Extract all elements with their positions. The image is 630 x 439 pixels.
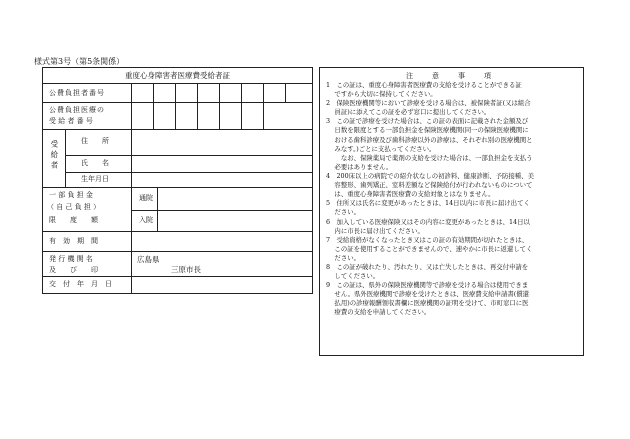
note-line: 療費の支給を申請してください。 xyxy=(326,308,431,317)
issuer-label-2: 及 び 印 xyxy=(49,266,98,274)
copay-label-2: （ 自 己 負 担 ） xyxy=(47,203,101,211)
note-item xyxy=(326,117,581,172)
note-item xyxy=(326,172,581,199)
note-line: 払用)の診療報酬領収書欄に医療機関の証明を受けて、市町窓口に医 xyxy=(326,299,529,308)
note-line: 3 この証で診療を受けた場合は、この証の表面に記載された金額及び xyxy=(326,117,529,126)
inpatient-label: 入院 xyxy=(139,216,153,224)
note-line: 容整形、歯列矯正、室料差額など保険給付が行われないものについて xyxy=(326,181,533,190)
payer-number-row xyxy=(43,84,312,103)
validity-row xyxy=(43,232,312,252)
note-line: 内に市長に届け出てください。 xyxy=(326,226,424,235)
note-line: 4 200床以上の病院での紹介状なしの初診料、健康診断、予防接種、美 xyxy=(326,172,534,180)
note-line: この証を使用することができませんので、速やかに市長に返還してく xyxy=(326,244,533,253)
note-line: 必要はありません。 xyxy=(326,162,393,171)
recipient-number-label-2: 受 給 者 番 号 xyxy=(49,117,93,125)
issue-date-row xyxy=(43,277,312,293)
birthdate-label: 生年月日 xyxy=(81,175,109,183)
note-line: 9 この証は、県外の保険医療機関等で診療を受ける場合は使用できま xyxy=(326,281,529,290)
outpatient-label: 通院 xyxy=(139,194,153,202)
note-line: 7 受給資格がなくなったとき又はこの証の有効期間が切れたときは、 xyxy=(326,235,529,244)
note-line: 6 加入している医療保険又はその内容に変更があったときは、14日以 xyxy=(326,217,530,226)
note-line: してください。 xyxy=(326,272,380,281)
note-line: ださい。 xyxy=(326,208,360,217)
note-line: は、重度心身障害者医療費の支給対象とはなりません。 xyxy=(326,190,495,199)
notes-title: 注 意 事 項 xyxy=(406,72,497,80)
issuer-row xyxy=(43,252,312,277)
issuer-prefecture: 広島県 xyxy=(137,255,160,264)
issuer-mayor: 三原市長 xyxy=(171,265,201,274)
note-line: 1 この証は、重度心身障害者医療費の支給を受けることができる証 xyxy=(326,81,522,89)
note-line: 8 この証が破れたり、汚れたり、又は亡失したときは、再交付申請を xyxy=(326,263,529,271)
note-line: おける歯科診療及び歯科診療以外の診療は、それぞれ別の医療機関と xyxy=(326,135,533,144)
note-line: 員証)に添えてこの証を必ず窓口に提出してください。 xyxy=(326,108,491,117)
note-line: 日数を限度とする一部負担金を保険医療機関(同一の保険医療機関に xyxy=(326,126,529,135)
note-line: 5 住所又は氏名に変更があったときは、14日以内に市長に届け出てく xyxy=(326,199,530,208)
card-title: 重度心身障害者医療費受給者証 xyxy=(125,71,230,80)
note-item xyxy=(326,236,581,263)
recipient-block xyxy=(43,130,312,188)
recipient-label: 受給者 xyxy=(49,140,59,172)
note-line: せん。県外医療機関で診療を受けたときは、医療費支給申請書(償還 xyxy=(326,290,530,299)
issue-date-label: 交 付 年 月 日 xyxy=(49,280,112,288)
address-label: 住 所 xyxy=(81,137,109,145)
note-line: ださい。 xyxy=(326,253,360,262)
copay-block xyxy=(43,188,312,232)
recipient-number-row xyxy=(43,103,312,130)
note-item xyxy=(326,263,581,281)
note-line: ですから大切に保持してください。 xyxy=(326,90,437,99)
copay-label-1: 一 部 負 担 金 xyxy=(49,191,93,199)
recipient-number-label-1: 公費負担医療の xyxy=(49,106,105,114)
note-line: 2 保険医療機関等において診療を受ける場合は、被保険者証(又は組合 xyxy=(326,99,531,108)
note-item xyxy=(326,99,581,117)
note-item xyxy=(326,218,581,236)
note-item xyxy=(326,81,581,99)
note-line: みなす。)ごとに支払ってください。 xyxy=(326,144,436,153)
notes-panel xyxy=(319,67,584,356)
name-label: 氏 名 xyxy=(81,159,109,167)
payer-number-label: 公費負担者番号 xyxy=(49,89,105,97)
note-item xyxy=(326,199,581,217)
certificate-card xyxy=(42,67,313,294)
validity-label: 有 効 期 間 xyxy=(49,237,98,245)
copay-label-3: 限 度 額 xyxy=(49,216,98,224)
card-title-row xyxy=(43,68,312,84)
note-line: なお、保険薬局で薬剤の支給を受けた場合は、一部負担金を支払う xyxy=(326,153,533,162)
note-item xyxy=(326,281,581,317)
issuer-label-1: 発 行 機 関 名 xyxy=(49,255,93,263)
form-number-label: 様式第3号（第5条関係） xyxy=(34,57,125,66)
